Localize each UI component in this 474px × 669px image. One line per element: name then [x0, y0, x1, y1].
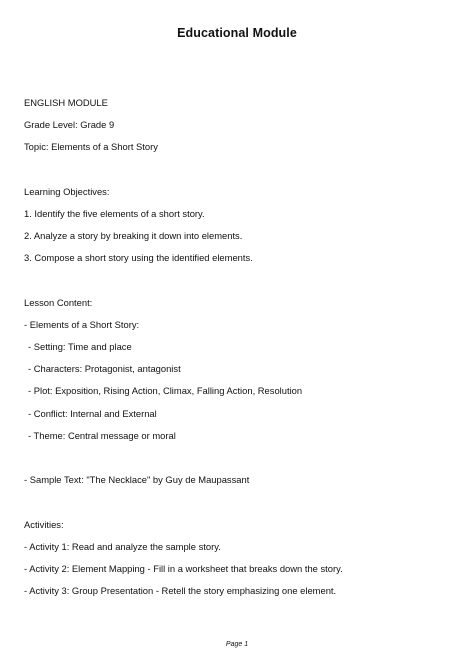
activity-item: - Activity 2: Element Mapping - Fill in a worksheet that breaks down the story.	[24, 562, 343, 574]
module-name: ENGLISH MODULE	[24, 97, 108, 108]
grade-level: Grade Level: Grade 9	[24, 119, 115, 131]
element-item: - Setting: Time and place	[28, 341, 132, 353]
spacer	[24, 495, 454, 517]
spacer	[24, 274, 454, 296]
element-item: - Characters: Protagonist, antagonist	[28, 363, 181, 375]
topic: Topic: Elements of a Short Story	[24, 141, 158, 153]
objectives-heading: Learning Objectives:	[24, 185, 110, 197]
elements-heading: - Elements of a Short Story:	[24, 318, 140, 330]
document-body	[24, 96, 454, 606]
activity-item: - Activity 3: Group Presentation - Retell the story emphasizing one element.	[24, 585, 337, 597]
activities-heading: Activities:	[24, 518, 64, 530]
spacer	[24, 163, 454, 185]
lesson-heading: Lesson Content:	[24, 296, 93, 308]
element-item: - Theme: Central message or moral	[28, 429, 176, 441]
spacer	[24, 451, 454, 473]
page-number: Page 1	[225, 641, 249, 648]
objective-item: 3. Compose a short story using the identified elements.	[24, 252, 253, 264]
element-item: - Plot: Exposition, Rising Action, Climax, Falling Action, Resolution	[28, 385, 303, 397]
activity-item: - Activity 1: Read and analyze the sample story.	[24, 540, 221, 552]
objective-item: 1. Identify the five elements of a short story.	[24, 207, 205, 219]
element-item: - Conflict: Internal and External	[28, 407, 157, 419]
document-title: Educational Module	[177, 26, 297, 40]
sample-text: - Sample Text: "The Necklace" by Guy de Maupassant	[24, 474, 250, 486]
objective-item: 2. Analyze a story by breaking it down into elements.	[24, 230, 243, 242]
